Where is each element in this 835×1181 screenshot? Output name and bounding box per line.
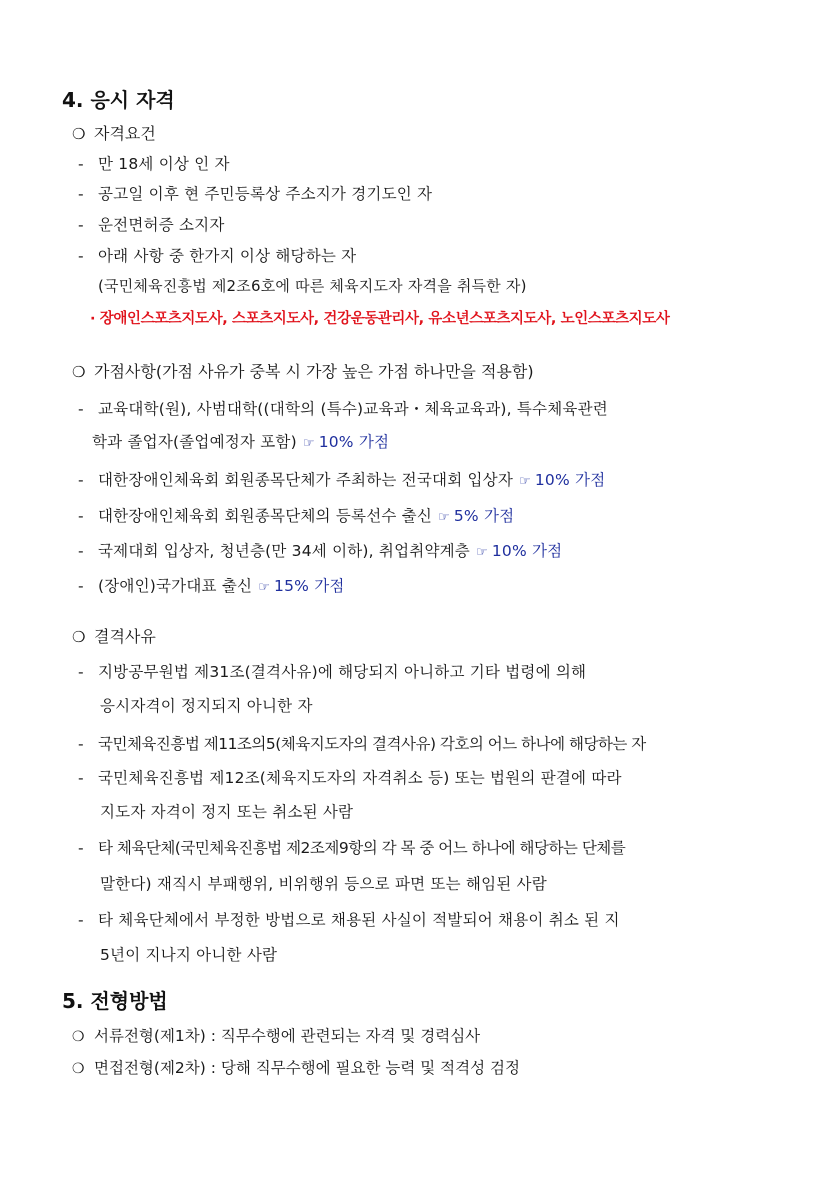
disqualification-item: - 타 체육단체에서 부정한 방법으로 채용된 사실이 적발되어 채용이 취소 된 지 xyxy=(78,911,620,929)
disqualification-item: - 지방공무원법 제31조(결격사유)에 해당되지 아니하고 기타 법령에 의해 xyxy=(78,663,587,681)
bonus-item-continuation: 학과 졸업자(졸업예정자 포함) ☞ 10% 가점 xyxy=(92,433,390,451)
bonus-value: 10% 가점 xyxy=(534,471,606,489)
bonus-item: - (장애인)국가대표 출신 ☞ 15% 가점 xyxy=(78,577,345,595)
pointing-hand-icon: ☞ xyxy=(258,580,271,595)
section-4-title: 4. 응시 자격 xyxy=(62,88,175,112)
circle-bullet-icon: ❍ xyxy=(72,1061,85,1077)
circle-bullet-icon: ❍ xyxy=(72,1029,85,1045)
bonus-value: 15% 가점 xyxy=(274,577,345,595)
bonus-item: - 대한장애인체육회 회원종목단체의 등록선수 출신 ☞ 5% 가점 xyxy=(78,507,515,525)
bonus-value: 10% 가점 xyxy=(491,542,563,560)
qualification-item: - 운전면허증 소지자 xyxy=(78,216,225,234)
disqualification-item: - 국민체육진흥법 제12조(체육지도자의 자격취소 등) 또는 법원의 판결에 따라 xyxy=(78,769,622,787)
pointing-hand-icon: ☞ xyxy=(438,510,450,525)
disqualification-item-continuation: 5년이 지나지 아니한 사람 xyxy=(100,946,278,964)
bonus-item: - 국제대회 입상자, 청년층(만 34세 이하), 취업취약계층 ☞ 10% 가점 xyxy=(78,542,563,560)
pointing-hand-icon: ☞ xyxy=(475,545,488,560)
disqualification-heading: ❍ 결격사유 xyxy=(72,627,156,646)
bonus-value: 10% 가점 xyxy=(318,433,390,451)
pointing-hand-icon: ☞ xyxy=(519,474,531,489)
certificate-list-highlight: · 장애인스포츠지도사, 스포츠지도사, 건강운동관리사, 유소년스포츠지도사, 노인스포츠지도사 xyxy=(90,311,670,327)
disqualification-item: - 국민체육진흥법 제11조의5(체육지도자의 결격사유) 각호의 어느 하나에 해당하는 자 xyxy=(78,735,646,753)
disqualification-item-continuation: 지도자 자격이 정지 또는 취소된 사람 xyxy=(100,803,354,821)
disqualification-item: - 타 체육단체(국민체육진흥법 제2조제9항의 각 목 중 어느 하나에 해당하는 단체를 xyxy=(78,839,626,857)
qualification-note: (국민체육진흥법 제2조6호에 따른 체육지도자 자격을 취득한 자) xyxy=(98,277,527,295)
bonus-value: 5% 가점 xyxy=(453,507,515,525)
qualification-item: - 아래 사항 중 한가지 이상 해당하는 자 xyxy=(78,247,357,265)
circle-bullet-icon: ❍ xyxy=(72,125,86,143)
qualification-item: - 만 18세 이상 인 자 xyxy=(78,155,230,173)
selection-item: ❍ 서류전형(제1차) : 직무수행에 관련되는 자격 및 경력심사 xyxy=(72,1027,481,1045)
circle-bullet-icon: ❍ xyxy=(72,363,86,381)
selection-item: ❍ 면접전형(제2차) : 당해 직무수행에 필요한 능력 및 적격성 검정 xyxy=(72,1059,520,1077)
disqualification-item-continuation: 응시자격이 정지되지 아니한 자 xyxy=(100,697,313,715)
bonus-heading: ❍ 가점사항(가점 사유가 중복 시 가장 높은 가점 하나만을 적용함) xyxy=(72,362,534,381)
disqualification-item-continuation: 말한다) 재직시 부패행위, 비위행위 등으로 파면 또는 해임된 사람 xyxy=(100,875,547,893)
section-5-title: 5. 전형방법 xyxy=(62,989,168,1013)
qualifications-heading: ❍ 자격요건 xyxy=(72,124,156,143)
bonus-item: - 대한장애인체육회 회원종목단체가 주최하는 전국대회 입상자 ☞ 10% 가점 xyxy=(78,471,606,489)
qualification-item: - 공고일 이후 현 주민등록상 주소지가 경기도인 자 xyxy=(78,185,433,203)
bonus-item: - 교육대학(원), 사범대학((대학의 (특수)교육과・체육교육과), 특수체육관련 xyxy=(78,400,608,418)
circle-bullet-icon: ❍ xyxy=(72,628,86,646)
pointing-hand-icon: ☞ xyxy=(302,436,315,451)
